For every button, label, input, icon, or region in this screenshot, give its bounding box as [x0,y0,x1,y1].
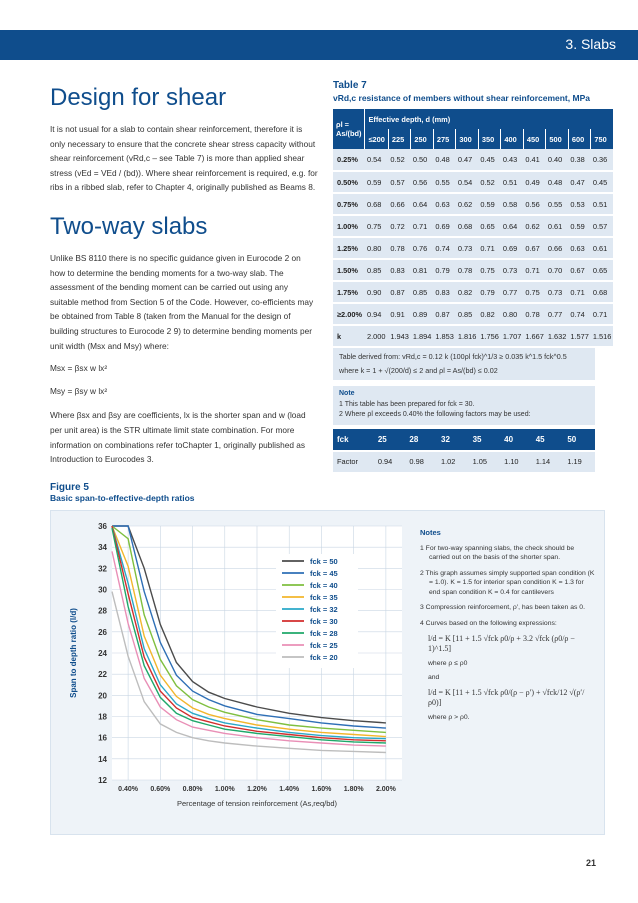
notes-title: Notes [420,528,441,537]
factor-value: 1.10 [500,451,532,473]
table-cell: 0.79 [433,259,456,281]
table-cell: 0.85 [456,303,479,325]
ytick-label: 36 [98,522,107,531]
ytick-label: 28 [98,606,107,616]
legend-label: fck = 50 [310,557,338,566]
note-item: 3 Compression reinforcement, ρ′, has been taken as 0. [420,604,585,611]
legend-label: fck = 35 [310,593,338,602]
row-label: 1.75% [333,281,365,303]
table-cell: 0.72 [388,215,411,237]
table-cell: 0.71 [478,237,501,259]
figure5-title: Figure 5 [50,482,89,493]
factor-value: 1.19 [563,451,595,473]
table-cell: 0.89 [411,303,434,325]
table-cell: 1.667 [523,325,546,347]
table-cell: 0.66 [546,237,569,259]
table-row [333,171,613,193]
shear-resistance-table [333,109,614,348]
depth-header: 750 [591,129,614,149]
table-cell: 0.69 [501,237,524,259]
and-text: and [428,673,440,681]
table-row [333,281,613,303]
table-cell: 0.48 [546,171,569,193]
fck-value: 35 [469,429,501,451]
table-cell: 0.56 [411,171,434,193]
table-cell: 0.54 [365,149,388,171]
table-cell: 0.91 [388,303,411,325]
fck-value: 32 [437,429,469,451]
row-label: 1.00% [333,215,365,237]
page-number: 21 [585,858,596,868]
ytick-label: 30 [98,585,107,595]
table-cell: 0.83 [388,259,411,281]
row-label: 0.75% [333,193,365,215]
table-cell: 0.73 [456,237,479,259]
depth-header: 600 [568,129,591,149]
table-cell: 0.65 [478,215,501,237]
xtick-label: 0.80% [182,786,203,793]
x-axis-label: Percentage of tension reinforcement (As,req/bd) [176,799,338,808]
table-cell: 0.64 [411,193,434,215]
table-cell: 1.756 [478,325,501,347]
table-cell: 0.51 [591,193,614,215]
legend-label: fck = 32 [310,605,338,614]
table-cell: 0.85 [365,259,388,281]
table-cell: 0.87 [388,281,411,303]
table-cell: 0.47 [456,149,479,171]
figure5-notes [420,528,595,727]
colhead-effective-depth: Effective depth, d (mm) [365,109,613,129]
table-cell: 0.73 [546,281,569,303]
table-cell: 0.54 [456,171,479,193]
row-label: 0.50% [333,171,365,193]
xtick-label: 1.20% [247,786,267,793]
xtick-label: 1.80% [343,786,364,793]
table-cell: 1.816 [456,325,479,347]
depth-header-row [333,129,613,149]
note-1: 1 This table has been prepared for fck = 30. [339,400,475,408]
table-cell: 0.58 [501,193,524,215]
table-cell: 0.78 [388,237,411,259]
table-cell: 0.61 [591,237,614,259]
depth-header: 300 [456,129,479,149]
derivation-where: where k = 1 + √(200/d) ≤ 2 and ρl = As/(bd) ≤ 0.02 [339,366,498,375]
table-cell: 0.67 [523,237,546,259]
ytick-label: 24 [98,649,107,658]
coefficients-paragraph: Where βsx and βsy are coefficients, lx is the shorter span and w (load per unit area) is the STR ultimate limit state combination. For more information on combinations refer toChapter 1, originally published as Introduction to Eurocodes 3. [50,410,306,465]
table-cell: 0.64 [501,215,524,237]
table-cell: 0.61 [546,215,569,237]
table-cell: 0.77 [501,281,524,303]
table-cell: 0.62 [523,215,546,237]
table7-title: Table 7 [333,80,367,91]
legend-label: fck = 30 [310,617,338,626]
ytick-label: 14 [98,754,107,764]
xtick-label: 0.40% [118,786,139,793]
table-cell: 0.40 [546,149,569,171]
fck-value: 28 [405,429,437,451]
factor-value: 1.05 [469,451,501,473]
table-cell: 1.943 [388,325,411,347]
formula-msy: Msy = βsy w lx² [50,385,108,396]
factor-value: 0.94 [374,451,406,473]
table-row [333,259,613,281]
depth-header: ≤200 [365,129,388,149]
depth-header: 450 [523,129,546,149]
table-cell: 0.78 [523,303,546,325]
note-item: 2 This graph assumes simply supported span condition (K = 1.0). K = 1.5 for interior span condition K = 1.3 for end span condition K = 0.4 for cantilevers [420,569,595,596]
heading-two-way-slabs: Two-way slabs [50,212,208,240]
table-cell: 0.75 [523,281,546,303]
y-axis-label: Span to depth ratio (l/d) [69,608,78,698]
span-depth-chart [50,512,430,832]
depth-header: 500 [546,129,569,149]
chart-legend [276,554,358,668]
depth-header: 275 [433,129,456,149]
table7-body [333,149,613,347]
table-row [333,325,613,347]
table-cell: 1.632 [546,325,569,347]
table-cell: 0.45 [591,171,614,193]
table-row [333,149,613,171]
table-cell: 0.59 [478,193,501,215]
table-cell: 0.49 [523,171,546,193]
table-cell: 0.47 [568,171,591,193]
table-cell: 0.75 [365,215,388,237]
table-cell: 0.59 [365,171,388,193]
legend-label: fck = 25 [310,641,338,650]
table-cell: 0.50 [411,149,434,171]
row-label: k [333,325,365,347]
table-cell: 0.77 [546,303,569,325]
table-cell: 0.71 [568,281,591,303]
table-cell: 0.43 [501,149,524,171]
where-1: where ρ ≤ ρ0 [428,660,468,667]
xtick-label: 2.00% [375,786,396,793]
row-label: ≥2.00% [333,303,365,325]
table-cell: 0.74 [568,303,591,325]
table-cell: 0.82 [456,281,479,303]
table-cell: 0.36 [591,149,614,171]
table-cell: 0.65 [591,259,614,281]
table-cell: 0.82 [478,303,501,325]
table-cell: 0.45 [478,149,501,171]
figure5-caption: Basic span-to-effective-depth ratios [50,493,195,503]
table-cell: 1.577 [568,325,591,347]
row-label: 1.50% [333,259,365,281]
xtick-label: 1.00% [214,786,235,793]
table-cell: 0.79 [478,281,501,303]
table-row [333,193,613,215]
table-cell: 0.83 [433,281,456,303]
table-cell: 0.85 [411,281,434,303]
legend-label: fck = 40 [310,581,338,590]
table-row [333,237,613,259]
fck-value: 25 [374,429,406,451]
section-title: 3. Slabs [565,36,616,52]
table-cell: 0.80 [365,237,388,259]
fck-value: 40 [500,429,532,451]
table-cell: 0.52 [478,171,501,193]
table-cell: 0.41 [523,149,546,171]
table-cell: 0.80 [501,303,524,325]
factor-label: Factor [333,451,374,473]
depth-header: 225 [388,129,411,149]
table-cell: 0.51 [501,171,524,193]
factor-value: 1.14 [532,451,564,473]
fck-value: 45 [532,429,564,451]
fck-row [333,429,595,451]
legend-label: fck = 28 [310,629,338,638]
table-cell: 0.71 [411,215,434,237]
two-way-paragraph: Unlike BS 8110 there is no specific guidance given in Eurocode 2 on how to determine the bending moments for a two-way slab. The assessment of the bending moment can be carried out using any suitable method from Section 5 of the Code. However, co-efficients may be obtained from Table 8 (taken from the Manual for the design of building structures to Eurocode 2 9) to determine bending moments per unit width (Msx and Msy) where: [50,252,314,351]
xtick-label: 1.60% [311,786,332,793]
table-row [333,303,613,325]
table-cell: 0.48 [433,149,456,171]
table-row [333,215,613,237]
left-column [50,80,318,467]
table-cell: 0.70 [546,259,569,281]
note-item: 1 For two-way spanning slabs, the check should be carried out on the basis of the shorter span. [420,544,575,561]
ytick-label: 26 [98,627,107,637]
section-header-bar [0,30,638,60]
expression-1: l/d = K [11 + 1.5 √fck ρ0/ρ + 3.2 √fck (ρ0/ρ − 1)^1.5] [428,634,575,653]
table-cell: 0.81 [411,259,434,281]
table-cell: 1.853 [433,325,456,347]
factor-value: 0.98 [405,451,437,473]
figure5-caption-block [50,482,195,503]
table-cell: 0.68 [591,281,614,303]
table-cell: 0.55 [433,171,456,193]
shear-paragraph: It is not usual for a slab to contain shear reinforcement, therefore it is only necessary to ensure that the concrete shear stress capacity without shear reinforcement (vRd,c – see Table 7) is more than applied shear stress (vEd = VEd / (bd)). Where shear reinforcement is required, e.g. for ribs in a ribbed slab, refer to Chapter 4, originally published as Beams 8. [50,124,318,193]
table-cell: 0.68 [456,215,479,237]
note-2: 2 Where ρl exceeds 0.40% the following factors may be used: [339,411,531,418]
fck-value: 50 [563,429,595,451]
table-cell: 1.516 [591,325,614,347]
table-cell: 0.90 [365,281,388,303]
table7-derivation [333,348,595,380]
depth-header: 250 [411,129,434,149]
row-label: 0.25% [333,149,365,171]
fck-label: fck [333,429,374,451]
fck-factor-table [333,429,595,474]
table-cell: 0.52 [388,149,411,171]
depth-header: 400 [501,129,524,149]
table-cell: 0.73 [501,259,524,281]
row-label: 1.25% [333,237,365,259]
note-title: Note [339,390,355,397]
ytick-label: 34 [98,543,107,553]
table-cell: 0.62 [456,193,479,215]
table-cell: 0.69 [433,215,456,237]
table-cell: 0.63 [568,237,591,259]
table-cell: 0.94 [365,303,388,325]
note-item: 4 Curves based on the following expressions: [420,619,557,627]
table-cell: 0.38 [568,149,591,171]
table-cell: 0.87 [433,303,456,325]
table-cell: 2.000 [365,325,388,347]
table-cell: 0.56 [523,193,546,215]
table-cell: 0.71 [523,259,546,281]
table-cell: 0.75 [478,259,501,281]
table-cell: 0.78 [456,259,479,281]
table-cell: 0.68 [365,193,388,215]
depth-header: 350 [478,129,501,149]
table-cell: 0.67 [568,259,591,281]
rowhead-rho: ρl = As/(bd) [333,109,365,149]
table-cell: 0.74 [433,237,456,259]
table7-block [333,80,612,474]
heading-design-for-shear: Design for shear [50,84,227,111]
table-cell: 0.76 [411,237,434,259]
legend-label: fck = 20 [310,653,338,662]
xtick-label: 1.40% [279,786,300,793]
table-cell: 0.55 [546,193,569,215]
ytick-label: 22 [98,670,107,680]
ytick-label: 20 [98,691,107,701]
table-cell: 0.63 [433,193,456,215]
legend-label: fck = 45 [310,569,338,578]
ytick-label: 32 [98,564,107,574]
table-cell: 0.57 [388,171,411,193]
table-cell: 0.59 [568,215,591,237]
factor-value: 1.02 [437,451,469,473]
table-cell: 1.894 [411,325,434,347]
table-cell: 1.707 [501,325,524,347]
table7-note [333,386,595,425]
xtick-label: 0.60% [150,786,171,793]
ytick-label: 12 [98,776,107,785]
where-2: where ρ > ρ0. [428,714,470,721]
table-cell: 0.57 [591,215,614,237]
table7-caption: vRd,c resistance of members without shear reinforcement, MPa [333,93,590,103]
expression-2: l/d = K [11 + 1.5 √fck ρ0/(ρ − ρ′) + √fck/12 √(ρ′/ρ0)] [428,688,585,707]
table-cell: 0.66 [388,193,411,215]
table-cell: 0.71 [591,303,614,325]
ytick-label: 16 [98,733,107,743]
formula-msx: Msx = βsx w lx² [50,363,108,374]
derivation-formula: Table derived from: vRd,c = 0.12 k (100ρl fck)^1/3 ≥ 0.035 k^1.5 fck^0.5 [339,352,567,361]
ytick-label: 18 [98,712,107,722]
factor-row [333,451,595,473]
table-cell: 0.53 [568,193,591,215]
